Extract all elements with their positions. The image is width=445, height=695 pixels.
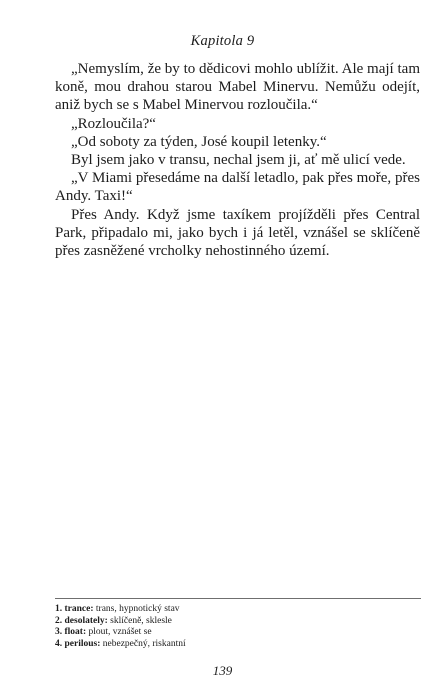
paragraph: „Od soboty za týden, José koupil letenky.“ bbox=[71, 133, 327, 150]
paragraph: Přes Andy. Když jsme taxíkem projížděli přes Central Park, připadalo mi, jako bych i já letěl, vznášel se sklíčeně přes zasněžené vrcholky nehostinného území. bbox=[55, 206, 420, 260]
paragraph: „Nemyslím, že by to dědicovi mohlo ublížit. Ale mají tam koně, mou drahou starou Mabel Minervu. Nemůžu odejít, aniž bych se s Mabel Minervou rozloučila.“ bbox=[55, 61, 420, 114]
paragraph: „Rozloučila?“ bbox=[71, 115, 156, 132]
paragraph: Byl jsem jako v transu, nechal jsem ji, ať mě ulicí vede. bbox=[71, 152, 406, 169]
footnotes bbox=[55, 604, 421, 650]
footnote-term: desolately: bbox=[64, 615, 108, 626]
footnote-term: trance: bbox=[64, 604, 94, 614]
footnote-term: perilous: bbox=[64, 638, 101, 649]
footnote bbox=[55, 616, 421, 628]
footnote-definition: trans, hypnotický stav bbox=[95, 604, 180, 614]
footnote-definition: plout, vznášet se bbox=[88, 627, 152, 638]
footnote-definition: sklíčeně, sklesle bbox=[110, 615, 172, 626]
body-text bbox=[55, 60, 420, 260]
footnote-number: 2. bbox=[55, 615, 63, 626]
footnote bbox=[55, 627, 421, 639]
footnote-definition: nebezpečný, riskantní bbox=[102, 638, 186, 649]
footnote-number: 1. bbox=[55, 604, 63, 614]
footnote-term: float: bbox=[64, 627, 87, 638]
paragraph: „V Miami přesedáme na další letadlo, pak přes moře, přes Andy. Taxi!“ bbox=[55, 170, 420, 205]
footnote-divider bbox=[55, 598, 421, 599]
footnote bbox=[55, 604, 421, 616]
page-number: 139 bbox=[212, 663, 233, 678]
footnote-number: 4. bbox=[55, 638, 63, 649]
footnote-number: 3. bbox=[55, 627, 63, 638]
chapter-heading: Kapitola 9 bbox=[190, 33, 255, 49]
footnote bbox=[55, 639, 421, 651]
